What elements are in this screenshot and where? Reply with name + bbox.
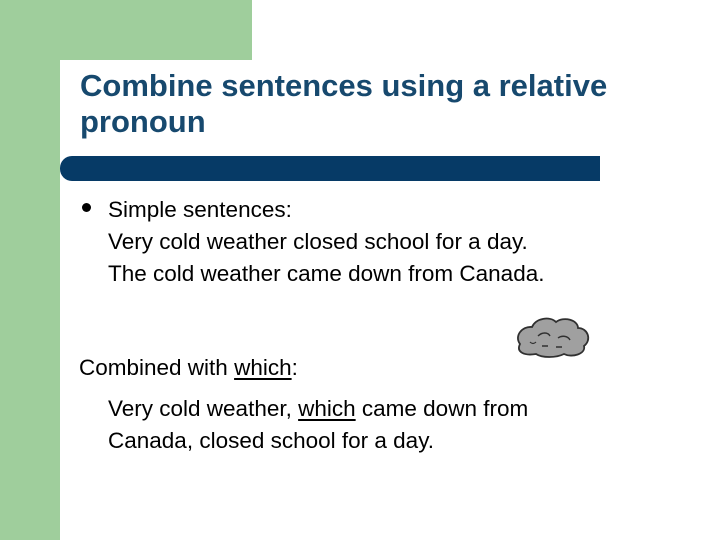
simple-sentence-2: The cold weather came down from Canada.	[108, 261, 545, 286]
combined-line1-which: which	[298, 396, 356, 421]
combined-label-which: which	[234, 355, 292, 380]
bullet-dot	[82, 203, 91, 212]
green-accent-left	[0, 0, 60, 540]
simple-sentence-1: Very cold weather closed school for a day.	[108, 229, 528, 254]
title-divider-bar	[60, 156, 600, 181]
combined-sentence-line-2: Canada, closed school for a day.	[108, 428, 435, 453]
combined-sentence-line-1	[108, 393, 528, 425]
bullet-heading: Simple sentences:	[108, 197, 292, 222]
combined-label	[79, 352, 298, 384]
combined-line1-part-a: Very cold weather,	[108, 396, 299, 421]
green-accent-top	[0, 0, 252, 60]
combined-line1-part-b: came down from	[355, 396, 529, 421]
combined-label-suffix: :	[291, 355, 298, 380]
rock-icon	[512, 314, 592, 358]
slide-title: Combine sentences using a relative pronoun	[80, 68, 608, 139]
combined-label-prefix: Combined with	[79, 355, 235, 380]
